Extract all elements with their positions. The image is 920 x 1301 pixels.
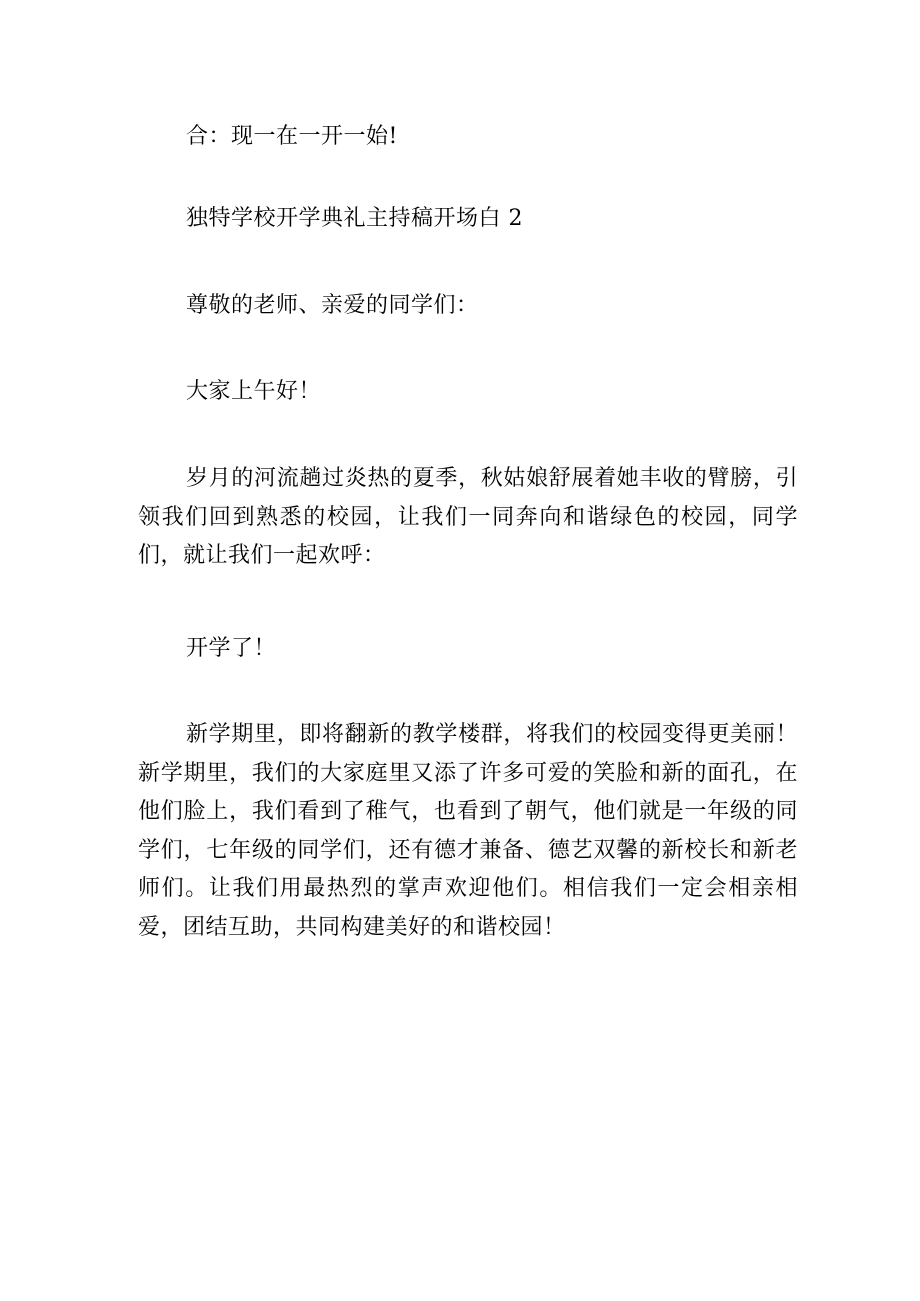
paragraph-section-title: 独特学校开学典礼主持稿开场白 2 [186,206,523,231]
paragraph-opening-chorus: 合：现一在一开一始! [186,124,398,149]
paragraph-greeting: 大家上午好！ [186,379,322,404]
paragraph-new-semester: 新学期里，即将翻新的教学楼群，将我们的校园变得更美丽！新学期里，我们的大家庭里又添了许多可爱的笑脸和新的面孔，在他们脸上，我们看到了稚气，也看到了朝气，他们就是一年级的同学们，七年级的同学们，还有德才兼备、德艺双馨的新校长和新老师们。让我们用最热烈的掌声欢迎他们。相信我们一定会相亲相爱，团结互助，共同构建美好的和谐校园！ [138,722,798,940]
paragraph-school-started: 开学了！ [186,636,277,661]
paragraph-summer-intro: 岁月的河流趟过炎热的夏季，秋姑娘舒展着她丰收的臂膀，引领我们回到熟悉的校园，让我们一同奔向和谐绿色的校园，同学们，就让我们一起欢呼： [138,466,798,568]
paragraph-salutation: 尊敬的老师、亲爱的同学们： [186,293,479,318]
